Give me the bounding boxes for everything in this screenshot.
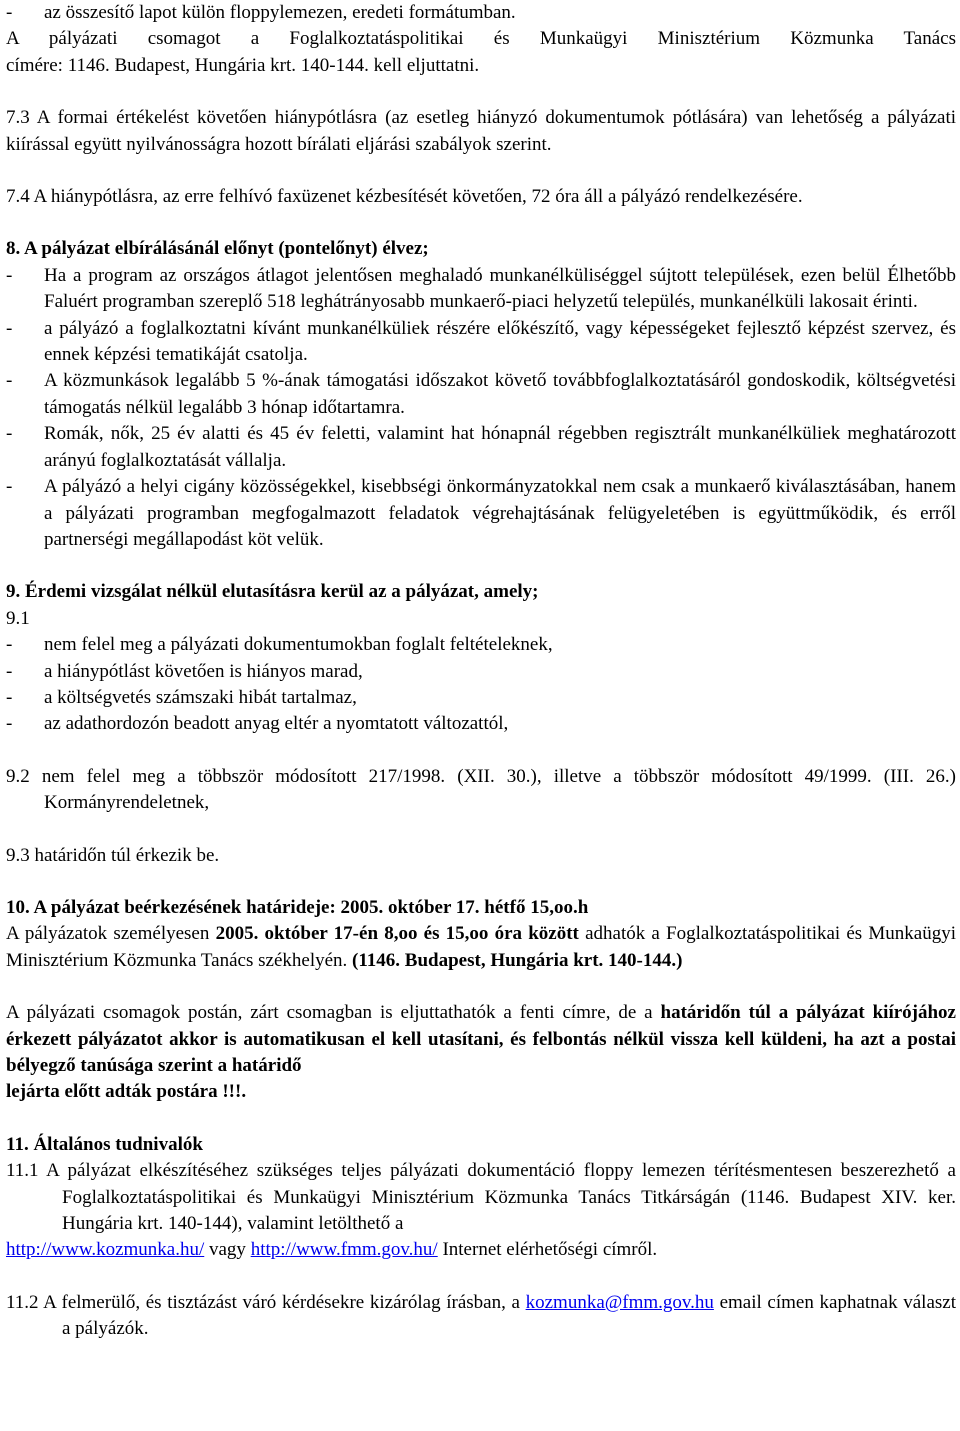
section-9-1-label: 9.1: [6, 607, 30, 629]
paragraph: címére: 1146. Budapest, Hungária krt. 140-144. kell eljuttatni.: [6, 54, 480, 76]
section-11-heading: 11. Általános tudnivalók: [6, 1133, 203, 1155]
list-item: - az adathordozón beadott anyag eltér a nyomtatott változattól,: [6, 711, 956, 737]
list-item-text: Ha a program az országos átlagot jelentősen meghaladó munkanélküliséggel sújtott települések, ezen belül Élhetőbb Faluért programban szereplő 518 leghátrányosabb munkaerő-piaci helyzetű település, munkanélküli lakosait érinti.: [44, 264, 956, 313]
bold-text-run: 2005. október 17-én 8,oo és 15,oo óra között: [215, 923, 579, 945]
list-item: - Romák, nők, 25 év alatti és 45 év feletti, valamint hat hónapnál régebben regisztrált munkanélküliek meghatározott arányú foglalkoztatását vállalja.: [6, 421, 956, 474]
document-page: [6, 0, 956, 1343]
text-run: Internet elérhetőségi címről.: [437, 1239, 658, 1261]
section-11-2: [6, 1290, 956, 1343]
list-item: - a pályázó a foglalkoztatni kívánt munkanélküliek részére előkészítő, vagy képességeket fejlesztő képzést szervez, és ennek képzési tematikáját csatolja.: [6, 316, 956, 369]
section-10-heading: 10. A pályázat beérkezésének határideje: 2005. október 17. hétfő 15,oo.h: [6, 896, 589, 918]
section-11-1: 11.1 A pályázat elkészítéséhez szükséges teljes pályázati dokumentáció floppy lemezen térítésmentesen beszerezhető a Foglalkoztatáspolitikai és Munkaügyi Minisztérium Közmunka Tanács Titkárságán (1146. Budapest XIV. ker. Hungária krt. 140-144), valamint letölthető a: [6, 1160, 956, 1235]
section-9-heading: 9. Érdemi vizsgálat nélkül elutasításra kerül az a pályázat, amely;: [6, 581, 539, 603]
text-run: email címen kaphatnak választ a pályázók.: [62, 1291, 956, 1340]
list-item: - a költségvetés számszaki hibát tartalmaz,: [6, 685, 956, 711]
list-item: - Ha a program az országos átlagot jelentősen meghaladó munkanélküliséggel sújtott települések, ezen belül Élhetőbb Faluért programban szereplő 518 leghátrányosabb munkaerő-piaci helyzetű település, munkanélküli lakosait érinti.: [6, 263, 956, 316]
list-item: [6, 0, 956, 26]
list-item: - A közmunkások legalább 5 %-ának támogatási időszakot követő továbbfoglalkoztatásáról gondoskodik, költségvetési támogatás nélkül legalább 3 hónap időtartamra.: [6, 368, 956, 421]
text-run: adhatók a Foglalkoztatáspolitikai és Munkaügyi Minisztérium Közmunka Tanács székhelyén.: [6, 923, 956, 971]
section-9-3: 9.3 határidőn túl érkezik be.: [6, 844, 220, 866]
list-item-text: a pályázó a foglalkoztatni kívánt munkanélküliek részére előkészítő, vagy képességeket fejlesztő képzést szervez, és ennek képzési tematikáját csatolja.: [44, 317, 956, 366]
list-item-text: A közmunkások legalább 5 %-ának támogatási időszakot követő továbbfoglalkoztatásáról gondoskodik, költségvetési támogatás nélkül legalább 3 hónap időtartamra.: [44, 370, 956, 418]
list-item-text: az adathordozón beadott anyag eltér a nyomtatott változattól,: [44, 713, 509, 735]
text-run: 11.2 A felmerülő, és tisztázást váró kérdésekre kizárólag írásban, a: [6, 1291, 526, 1313]
kozmunka-link[interactable]: http://www.kozmunka.hu/: [6, 1239, 205, 1261]
list-item-text: az összesítő lapot külön floppylemezen, eredeti formátumban.: [44, 2, 516, 23]
list-item: - A pályázó a helyi cigány közösségekkel, kisebbségi önkormányzatokkal nem csak a munkaerő kiválasztásában, hanem a pályázati programban megfogalmazott feladatok végrehajtásának felügyeletében is együttműködik, és erről partnerségi megállapodást köt velük.: [6, 474, 956, 553]
section-10-paragraph-1: [6, 921, 956, 974]
section-7-3: 7.3 A formai értékelést követően hiánypótlásra (az esetleg hiányzó dokumentumok pótlására) van lehetőség a pályázati kiírással együtt nyilvánosságra hozott bírálati eljárási szabályok szerint.: [6, 107, 956, 155]
section-11-1-links: [6, 1237, 956, 1263]
section-10-paragraph-2: [6, 1000, 956, 1079]
text-run: vagy: [204, 1239, 251, 1261]
list-item: - nem felel meg a pályázati dokumentumokban foglalt feltételeknek,: [6, 632, 956, 658]
list-item-text: nem felel meg a pályázati dokumentumokban foglalt feltételeknek,: [44, 634, 553, 656]
section-7-4: 7.4 A hiánypótlásra, az erre felhívó faxüzenet kézbesítését követően, 72 óra áll a pályázó rendelkezésére.: [6, 186, 803, 208]
section-8-heading: 8. A pályázat elbírálásánál előnyt (pontelőnyt) élvez;: [6, 238, 429, 260]
list-item: - a hiánypótlást követően is hiányos marad,: [6, 659, 956, 685]
text-run: A pályázati csomagok postán, zárt csomagban is eljuttathatók a fenti címre, de a: [6, 1002, 661, 1024]
paragraph: A pályázati csomagot a Foglalkoztatáspolitikai és Munkaügyi Minisztérium Közmunka Tanács: [6, 28, 956, 50]
list-item-text: a hiánypótlást követően is hiányos marad,: [44, 660, 363, 682]
bold-text-run: (1146. Budapest, Hungária krt. 140-144.): [352, 949, 683, 971]
section-10-paragraph-2-end: lejárta előtt adták postára !!!.: [6, 1081, 247, 1103]
list-item-text: a költségvetés számszaki hibát tartalmaz,: [44, 686, 357, 708]
list-item-text: A pályázó a helyi cigány közösségekkel, kisebbségi önkormányzatokkal nem csak a munkaerő kiválasztásában, hanem a pályázati programban megfogalmazott feladatok végrehajtásának felügyeletében is együttműködik, és erről partnerségi megállapodást köt velük.: [44, 476, 956, 550]
fmm-link[interactable]: http://www.fmm.gov.hu/: [250, 1239, 438, 1261]
bold-text-run: határidőn túl a pályázat kiírójához érkezett pályázatot akkor is automatikusan el kell utasítani, és felbontás nélkül vissza kell küldeni, ha azt a postai bélyegző tanúsága szerint a határidő: [6, 1002, 956, 1076]
section-9-2: 9.2 nem felel meg a többször módosított 217/1998. (XII. 30.), illetve a többször módosított 49/1999. (III. 26.) Kormányrendeletnek,: [6, 765, 956, 814]
list-dash: -: [6, 2, 13, 23]
text-run: A pályázatok személyesen: [6, 923, 216, 945]
list-item-text: Romák, nők, 25 év alatti és 45 év feletti, valamint hat hónapnál régebben regisztrált munkanélküliek meghatározott arányú foglalkoztatását vállalja.: [44, 423, 956, 471]
email-link[interactable]: kozmunka@fmm.gov.hu: [525, 1291, 714, 1313]
